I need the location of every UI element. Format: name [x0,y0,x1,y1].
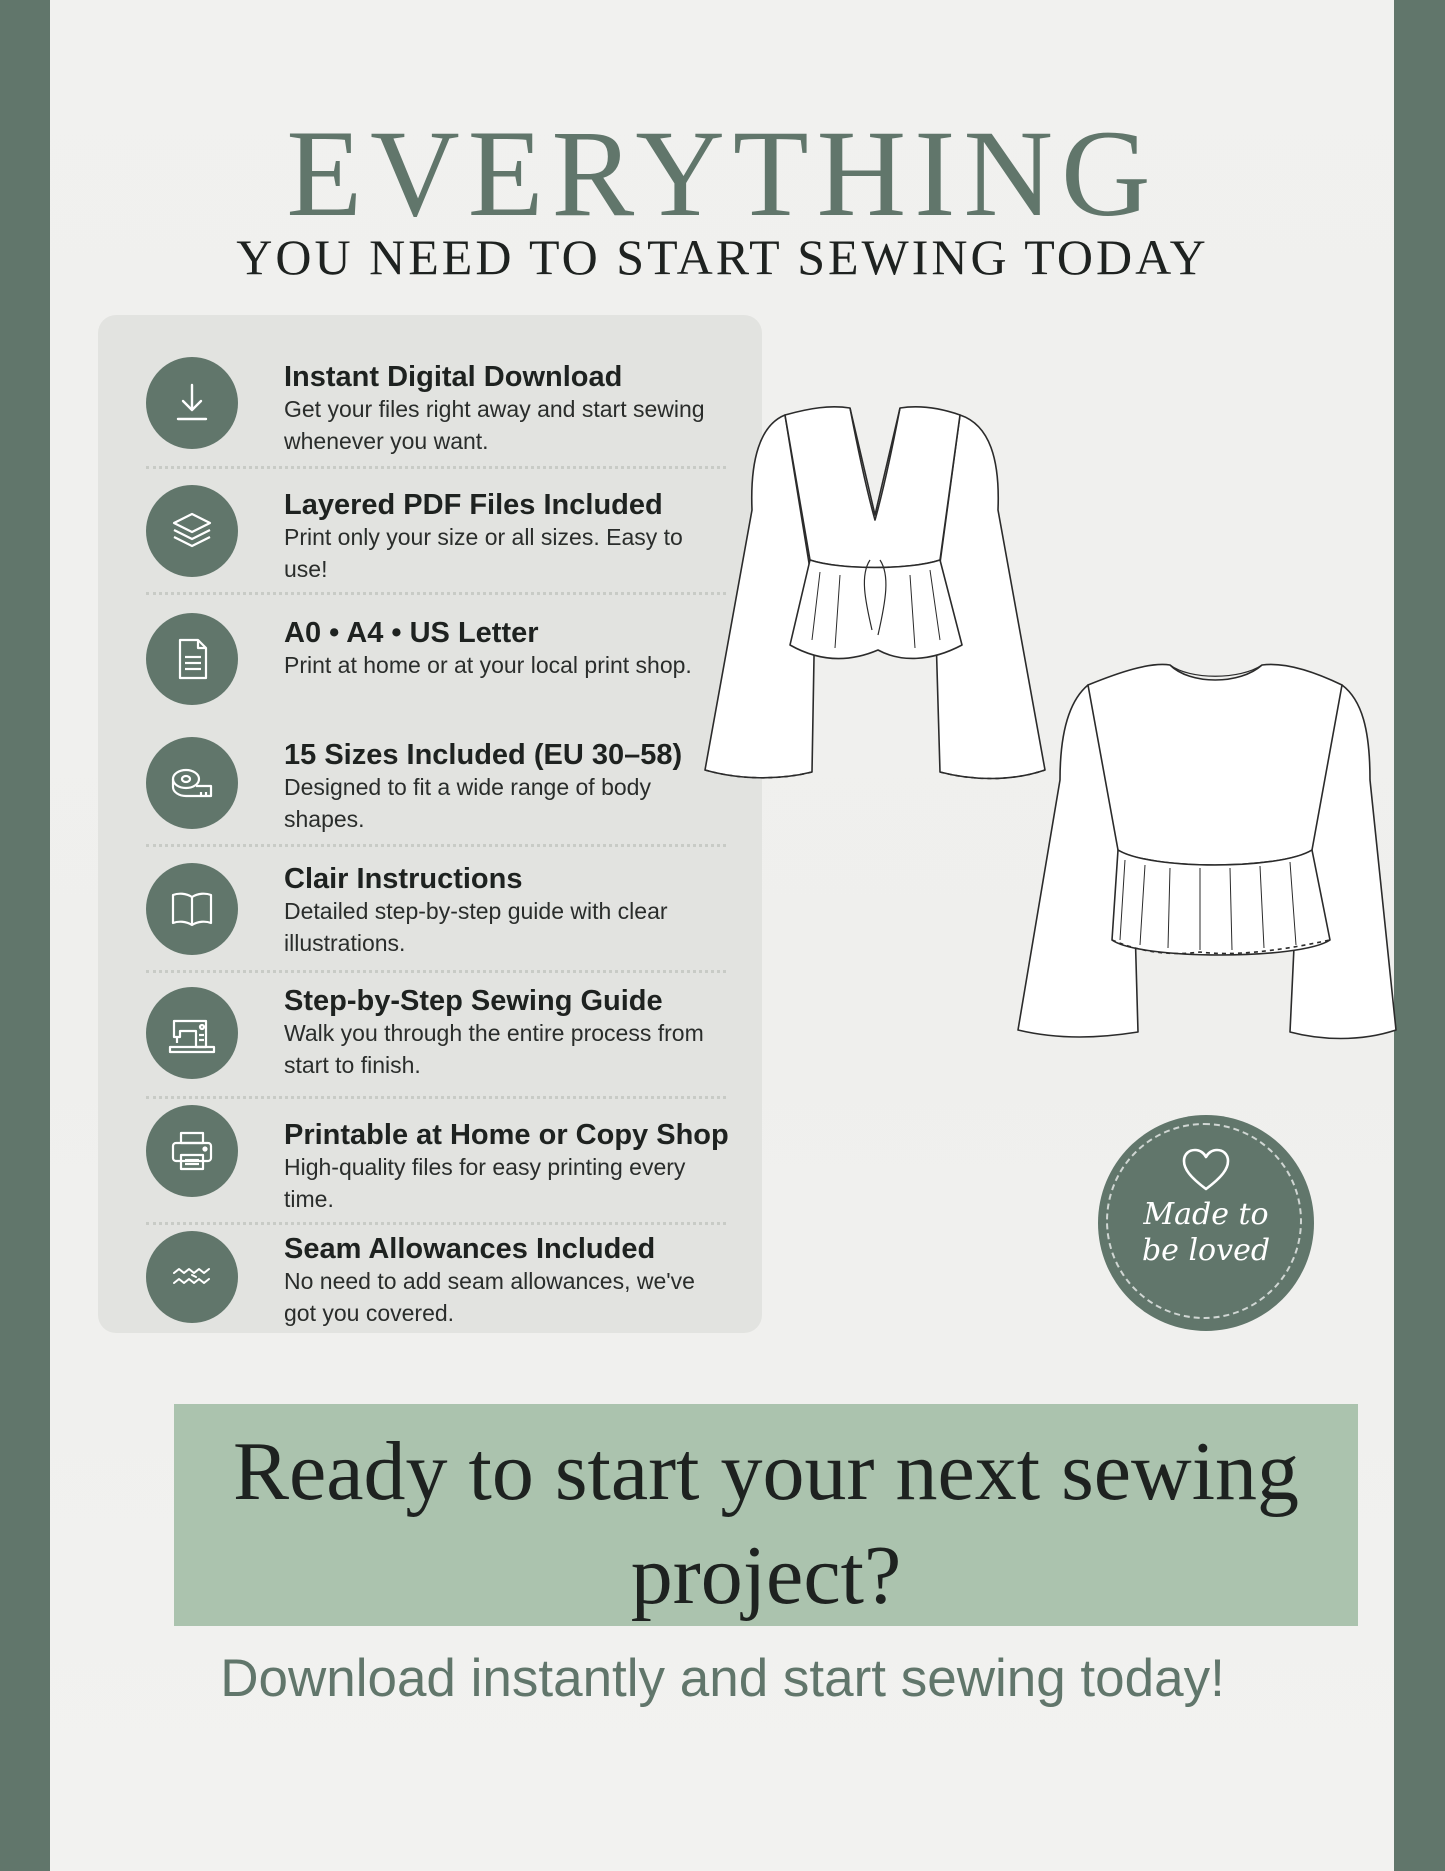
badge-text [1098,1197,1314,1269]
download-icon [146,357,238,449]
page-title: EVERYTHING [286,105,1159,242]
feature-title: Layered PDF Files Included [284,489,663,521]
page-subtitle: YOU NEED TO START SEWING TODAY [236,229,1209,285]
feature-title: A0 • A4 • US Letter [284,617,539,649]
feature-description: No need to add seam allowances, we've got you covered. [284,1268,695,1326]
open-book-icon [146,863,238,955]
feature-item-paper-formats [146,595,726,721]
feature-description: High-quality files for easy printing every time. [284,1154,686,1212]
feature-title: Seam Allowances Included [284,1233,656,1265]
feature-item-download [146,343,726,469]
feature-list-panel [98,315,762,1333]
blouse-back-view [1018,664,1396,1038]
feature-description: Print only your size or all sizes. Easy to use! [284,524,683,582]
feature-description: Designed to fit a wide range of body shapes. [284,774,651,832]
feature-item-printable [146,1099,729,1225]
feature-item-seam-allowance [146,1225,726,1351]
feature-item-instructions [146,847,726,973]
feature-title: Printable at Home or Copy Shop [284,1119,729,1151]
sewing-machine-icon [146,987,238,1079]
feature-item-sizes [146,721,726,847]
document-icon [146,613,238,705]
badge-line-1: Made to [1143,1197,1269,1232]
feature-title: 15 Sizes Included (EU 30–58) [284,739,683,771]
printer-icon [146,1105,238,1197]
feature-description: Walk you through the entire process from start to finish. [284,1020,704,1078]
feature-title: Clair Instructions [284,863,523,895]
made-to-be-loved-badge [1098,1115,1314,1331]
badge-line-2: be loved [1141,1233,1271,1268]
feature-description: Detailed step-by-step guide with clear illustrations. [284,898,668,956]
blouse-front-view [705,407,1045,779]
layers-icon [146,485,238,577]
feature-title: Step-by-Step Sewing Guide [284,985,663,1017]
measuring-tape-icon [146,737,238,829]
heart-icon [1180,1147,1232,1193]
feature-description: Get your files right away and start sewing whenever you want. [284,396,705,454]
cta-heading: Ready to start your next sewing project? [232,1425,1300,1622]
seam-allowance-icon [146,1231,238,1323]
feature-description: Print at home or at your local print shop. [284,652,692,678]
cta-subtext: Download instantly and start sewing today! [220,1649,1225,1708]
garment-flat-sketch [700,400,1400,1080]
feature-item-layered-pdf [146,469,726,595]
feature-item-sewing-guide [146,973,726,1099]
feature-title: Instant Digital Download [284,361,623,393]
cta-band [174,1404,1358,1626]
